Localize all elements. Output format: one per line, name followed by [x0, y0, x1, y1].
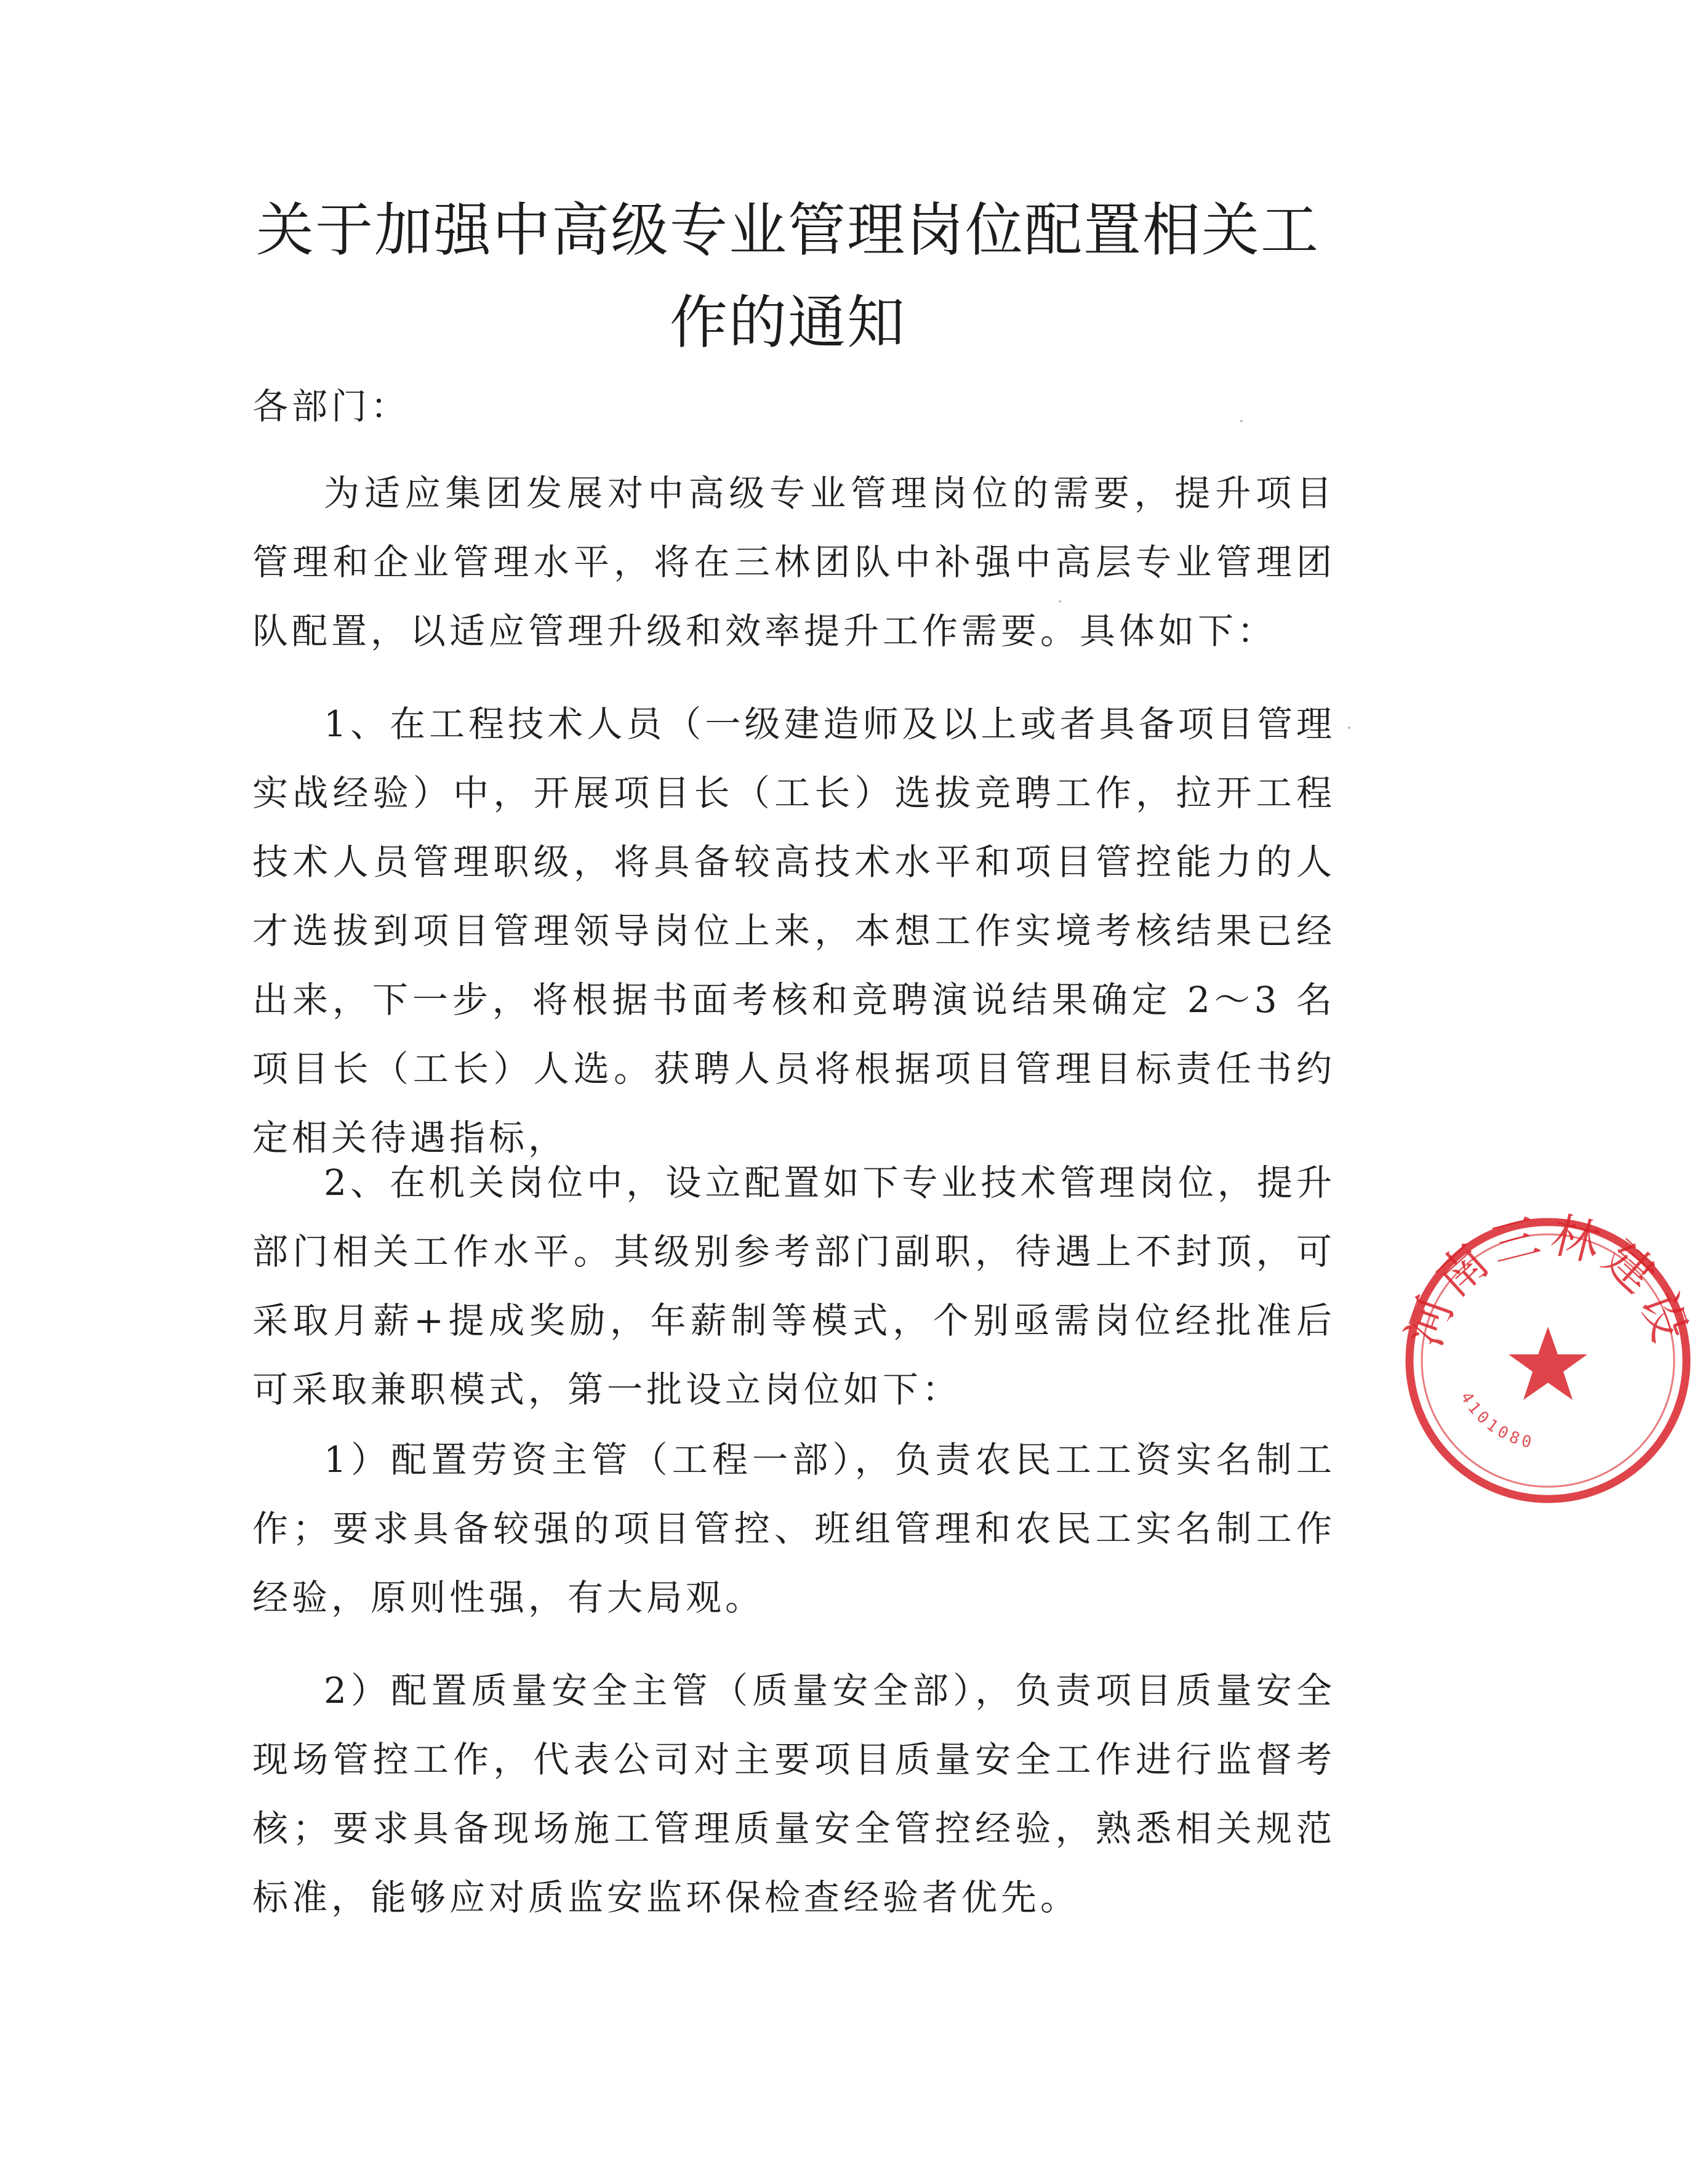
paragraph-item-1: 1、在工程技术人员（一级建造师及以上或者具备项目管理实战经验）中，开展项目长（工长）选拔竞聘工作，拉开工程技术人员管理职级，将具备较高技术水平和项目管控能力的人才选拔到项目管理领导岗位上来，本想工作实境考核结果已经出来，下一步，将根据书面考核和竞聘演说结果确定 2～3 名项目长（工长）人选。获聘人员将根据项目管理目标责任书约定相关待遇指标， [252, 703, 1336, 1159]
svg-text:河南三林建设: 河南三林建设 [1396, 1207, 1700, 1354]
paragraph-subitem-1: 1）配置劳资主管（工程一部），负责农民工工资实名制工作；要求具备较强的项目管控、班组管理和农民工实名制工作经验，原则性强，有大局观。 [252, 1439, 1336, 1618]
scan-speck [1059, 600, 1061, 603]
scan-speck [1348, 726, 1350, 729]
scan-speck [1240, 420, 1243, 422]
title-line-2: 作的通知 [669, 289, 906, 356]
document-title [234, 185, 1342, 369]
title-line-1: 关于加强中高级专业管理岗位配置相关工 [255, 197, 1320, 264]
company-seal-icon [1388, 1200, 1708, 1521]
paragraph-subitem-2: 2）配置质量安全主管（质量安全部），负责项目质量安全现场管控工作，代表公司对主要项目质量安全工作进行监督考核；要求具备现场施工管理质量安全管控经验，熟悉相关规范标准，能够应对质监安监环保检查经验者优先。 [252, 1670, 1336, 1918]
svg-text:4101080: 4101080 [1456, 1388, 1537, 1453]
salutation: 各部门： [252, 385, 411, 427]
paragraph-item-2: 2、在机关岗位中，设立配置如下专业技术管理岗位，提升部门相关工作水平。其级别参考部门副职，待遇上不封顶，可采取月薪+提成奖励，年薪制等模式，个别亟需岗位经批准后可采取兼职模式，第一批设立岗位如下： [252, 1162, 1336, 1410]
paragraph-intro: 为适应集团发展对中高级专业管理岗位的需要，提升项目管理和企业管理水平，将在三林团队中补强中高层专业管理团队配置，以适应管理升级和效率提升工作需要。具体如下： [252, 472, 1336, 652]
